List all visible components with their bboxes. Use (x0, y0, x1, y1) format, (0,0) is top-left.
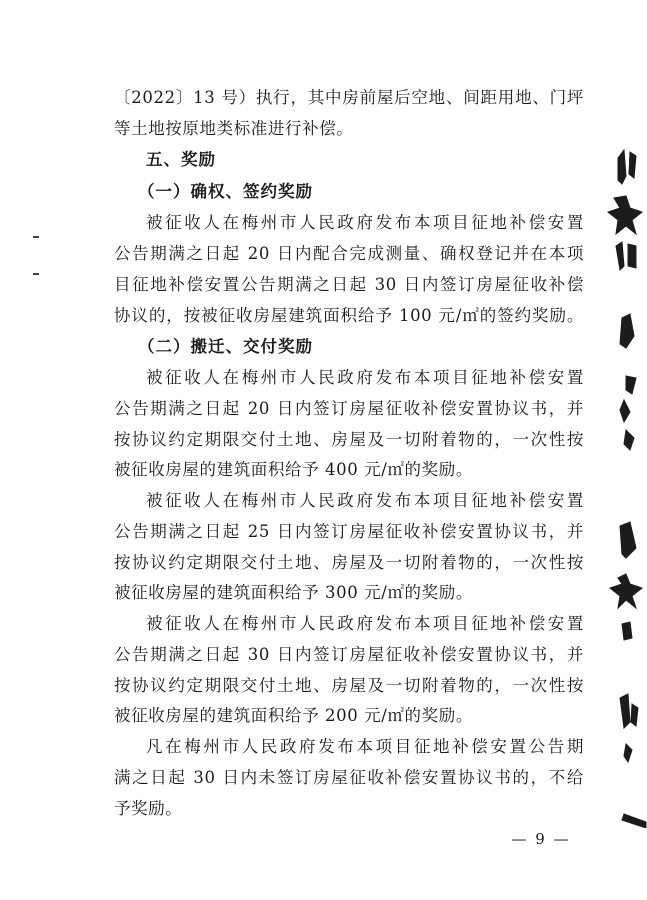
paragraph-line: 公告期满之日起 20 日内签订房屋征收补偿安置协议书，并 (114, 399, 584, 418)
paragraph-line: 被征收人在梅州市人民政府发布本项目征地补偿安置 (146, 368, 584, 387)
paragraph-line: 被征收房屋的建筑面积给予 400 元/㎡的奖励。 (114, 460, 473, 479)
paragraph-line: 目征地补偿安置公告期满之日起 30 日内签订房屋征收补偿 (114, 275, 584, 294)
subsection-heading: （一）确权、签约奖励 (138, 182, 313, 201)
paragraph-line: 按协议约定期限交付土地、房屋及一切附着物的，一次性按 (114, 430, 584, 449)
paragraph-line: 按协议约定期限交付土地、房屋及一切附着物的，一次性按 (114, 553, 584, 572)
margin-mark (33, 236, 39, 238)
paragraph-line: 被征收人在梅州市人民政府发布本项目征地补偿安置 (146, 614, 584, 633)
paragraph-line: 被征收人在梅州市人民政府发布本项目征地补偿安置 (146, 491, 584, 510)
paragraph-line: 满之日起 30 日内未签订房屋征收补偿安置协议书的，不给 (114, 768, 584, 787)
paragraph-line: 被征收房屋的建筑面积给予 300 元/㎡的奖励。 (114, 583, 473, 602)
section-heading: 五、奖励 (146, 150, 216, 169)
paragraph-line: 协议的，按被征收房屋建筑面积给予 100 元/㎡的签约奖励。 (114, 306, 584, 325)
subsection-heading: （二）搬迁、交付奖励 (138, 337, 313, 356)
paragraph-line: 被征收房屋的建筑面积给予 200 元/㎡的奖励。 (114, 706, 473, 725)
paragraph-line: 公告期满之日起 25 日内签订房屋征收补偿安置协议书，并 (114, 522, 584, 541)
paragraph-line: 公告期满之日起 20 日内配合完成测量、确权登记并在本项 (114, 244, 584, 263)
paragraph-line: 公告期满之日起 30 日内签订房屋征收补偿安置协议书，并 (114, 645, 584, 664)
paragraph-line: 〔2022〕13 号）执行，其中房前屋后空地、间距用地、门坪 (114, 88, 584, 107)
page-number: — 9 — (511, 830, 571, 848)
paragraph-line: 被征收人在梅州市人民政府发布本项目征地补偿安置 (146, 213, 584, 232)
paragraph-line: 等土地按原地类标准进行补偿。 (114, 119, 354, 138)
paragraph-line: 予奖励。 (114, 799, 183, 818)
paragraph-line: 按协议约定期限交付土地、房屋及一切附着物的，一次性按 (114, 676, 584, 695)
seal-fragment-icon (596, 138, 647, 828)
paragraph-line: 凡在梅州市人民政府发布本项目征地补偿安置公告期 (146, 737, 584, 756)
margin-mark (33, 273, 39, 275)
